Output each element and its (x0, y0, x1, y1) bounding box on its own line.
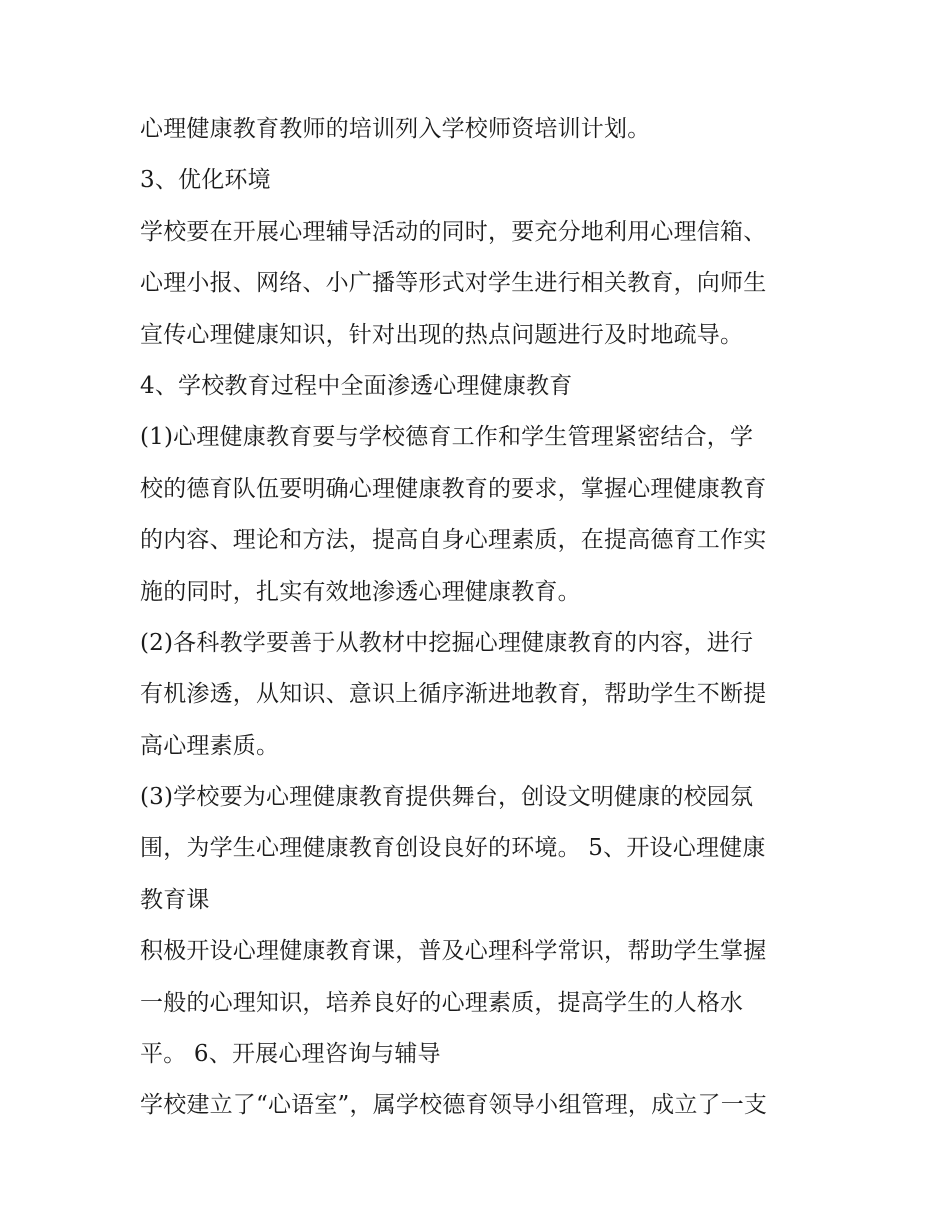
text-line: 一般的心理知识，培养良好的心理素质，提高学生的人格水 (140, 989, 744, 1016)
text-line: (1)心理健康教育要与学校德育工作和学生管理紧密结合，学 (140, 424, 754, 451)
text-line: 有机渗透，从知识、意识上循序渐进地教育，帮助学生不断提 (140, 681, 767, 708)
text-line: (2)各科教学要善于从教材中挖掘心理健康教育的内容，进行 (140, 629, 754, 656)
text-line: 的内容、理论和方法，提高自身心理素质，在提高德育工作实 (140, 527, 767, 554)
text-line: 平。 6、开展心理咨询与辅导 (140, 1041, 441, 1068)
text-line: 施的同时，扎实有效地渗透心理健康教育。 (140, 578, 581, 605)
text-line: 心理小报、网络、小广播等形式对学生进行相关教育，向师生 (140, 270, 767, 297)
text-line: 心理健康教育教师的培训列入学校师资培训计划。 (140, 116, 651, 142)
document-body (140, 104, 820, 1132)
text-line: 教育课 (140, 886, 210, 913)
text-line: 学校建立了“心语室”，属学校德育领导小组管理，成立了一支 (140, 1092, 768, 1119)
section-heading: 4、学校教育过程中全面渗透心理健康教育 (140, 372, 573, 399)
text-line: 高心理素质。 (140, 732, 280, 759)
text-line: 围，为学生心理健康教育创设良好的环境。 5、开设心理健康 (140, 835, 766, 862)
text-line: 校的德育队伍要明确心理健康教育的要求，掌握心理健康教育 (140, 475, 767, 502)
text-line: 宣传心理健康知识，针对出现的热点问题进行及时地疏导。 (140, 321, 744, 348)
text-line: 积极开设心理健康教育课，普及心理科学常识，帮助学生掌握 (140, 938, 767, 965)
section-heading: 3、优化环境 (140, 167, 271, 194)
text-line: 学校要在开展心理辅导活动的同时，要充分地利用心理信箱、 (140, 218, 767, 245)
text-line: (3)学校要为心理健康教育提供舞台，创设文明健康的校园氛 (140, 784, 754, 811)
